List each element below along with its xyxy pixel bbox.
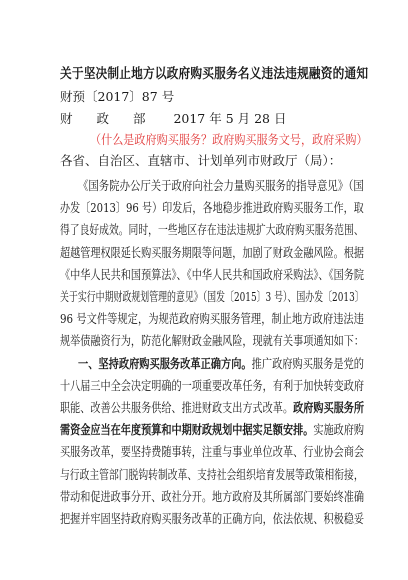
body-line <box>60 287 364 305</box>
body-segment: 实施政府购 <box>313 422 365 438</box>
body-line <box>60 220 364 238</box>
body-line <box>60 376 364 394</box>
body-line <box>60 265 364 283</box>
document-number: 财预〔2017〕87 号 <box>60 89 175 104</box>
body-segment: 十八届三中全会决定明确的一项重要改革任务，有利于加快转变政府 <box>60 377 365 393</box>
body-bold-segment: 一、坚持政府购买服务改革正确方向。 <box>78 355 252 371</box>
issue-date: 2017 年 5 月 28 日 <box>173 111 287 126</box>
body-segment: 职能、改善公共服务供给、推进财政支出方式改革。 <box>60 400 294 415</box>
body-segment: 带动和促进政事分开、政社分开。地方政府及其所属部门要始终准确 <box>60 488 365 504</box>
body-line <box>60 198 364 216</box>
body-segment: 《中华人民共和国预算法》、《中华人民共和国政府采购法》、《国务院 <box>60 266 365 282</box>
body-segment: 把握并牢固坚持政府购买服务改革的正确方向，依法依规、积极稳妥 <box>60 511 365 526</box>
body-bold-segment: 政府购买服务所 <box>293 400 365 415</box>
document-title: 关于坚决制止地方以政府购买服务名义违法违规融资的通知 <box>60 66 369 82</box>
body-segment: 与行政主管部门脱钩转制改革、支持社会组织培育发展等政策相衔接， <box>60 466 364 482</box>
body-line <box>60 309 364 327</box>
body-line <box>60 243 364 261</box>
body-segment: 买服务改革，要坚持费随事转，注重与事业单位改革、行业协会商会 <box>60 444 365 460</box>
body-segment: 得了良好成效。同时，一些地区存在违法违规扩大政府购买服务范围、 <box>60 222 364 238</box>
body-line <box>60 465 364 483</box>
body-line <box>60 331 364 349</box>
body-segment: 关于实行中期财政规划管理的意见》（国发〔2015〕3 号）、国办发〔2013〕 <box>60 289 364 304</box>
body-line <box>60 420 364 438</box>
body-line <box>78 176 364 194</box>
issuer-name: 财 政 部 <box>60 111 156 126</box>
body-segment: 规举债融资行为，防范化解财政金融风险，现就有关事项通知如下： <box>60 333 365 349</box>
body-segment: 96 号文件等规定，为规范政府购买服务管理，制止地方政府违法违 <box>60 311 364 327</box>
body-segment: 推广政府购买服务是党的 <box>251 355 365 371</box>
body-line <box>60 442 364 460</box>
body-segment: 办发〔2013〕96 号）印发后，各地稳步推进政府购买服务工作，取 <box>60 200 364 216</box>
body-bold-segment: 需资金应当在年度预算和中期财政规划中据实足额安排。 <box>60 422 314 438</box>
body-segment: 《国务院办公厅关于政府向社会力量购买服务的指导意见》（国 <box>78 178 364 193</box>
body-line <box>60 509 364 527</box>
salutation: 各省、自治区、直辖市、计划单列市财政厅（局）： <box>60 153 342 168</box>
body-line <box>60 487 364 505</box>
body-segment: 超越管理权限延长购买服务期限等问题，加剧了财政金融风险。根据 <box>60 244 365 260</box>
issuer-line <box>60 109 286 127</box>
body-line <box>78 354 364 372</box>
body-line <box>60 398 364 416</box>
red-annotation: （什么是政府购买服务？政府购买服务文号，政府采购） <box>90 132 368 147</box>
